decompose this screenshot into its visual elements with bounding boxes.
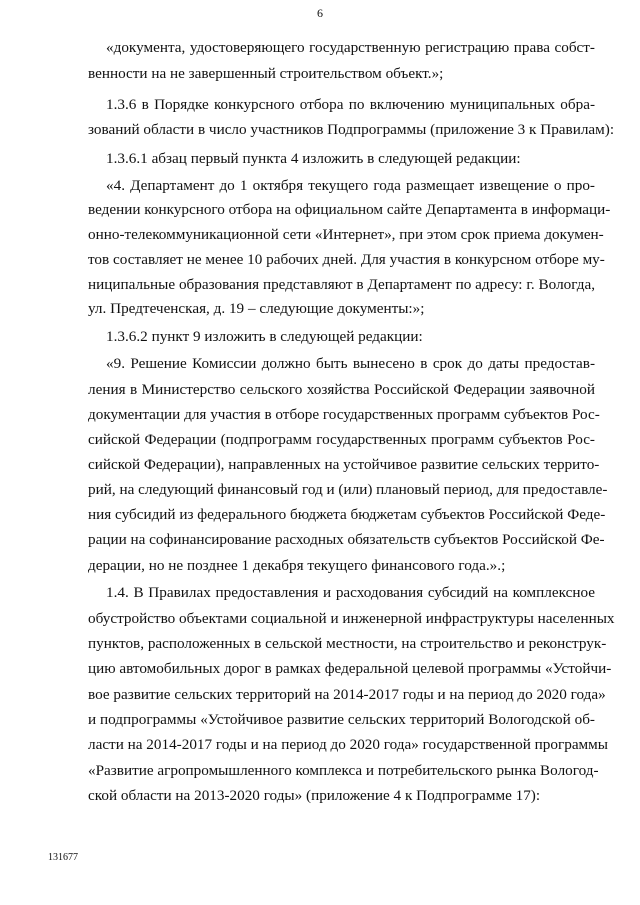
- paragraph-line: 1.4. В Правилах предоставления и расходования субсидий на комплексное: [106, 584, 595, 601]
- paragraph-line: ласти на 2014-2017 годы и на период до 2020 года» государственной программы: [88, 736, 608, 753]
- paragraph-line: цию автомобильных дорог в рамках федеральной целевой программы «Устойчи-: [88, 660, 612, 677]
- paragraph-line: и подпрограммы «Устойчивое развитие сельских территорий Вологодской об-: [88, 711, 595, 728]
- paragraph-line: тов составляет не менее 10 рабочих дней. Для участия в конкурсном отборе му-: [88, 251, 605, 268]
- paragraph-line: зований области в число участников Подпрограммы (приложение 3 к Правилам):: [88, 121, 615, 138]
- paragraph-line: 1.3.6.2 пункт 9 изложить в следующей редакции:: [106, 328, 423, 345]
- paragraph-line: ления в Министерство сельского хозяйства Российской Федерации заявочной: [88, 381, 595, 398]
- paragraph-line: рий, на следующий финансовый год и (или) плановый период, для предоставле-: [88, 481, 608, 498]
- paragraph-line: ниципальные образования представляют в Департамент по адресу: г. Вологда,: [88, 276, 595, 293]
- paragraph-line: вое развитие сельских территорий на 2014-2017 годы и на период до 2020 года»: [88, 686, 606, 703]
- paragraph-line: сийской Федерации (подпрограмм государственных программ субъектов Рос-: [88, 431, 595, 448]
- paragraph-line: документации для участия в отборе государственных программ субъектов Рос-: [88, 406, 600, 423]
- paragraph-line: ния субсидий из федерального бюджета бюджетам субъектов Российской Феде-: [88, 506, 606, 523]
- page-number: 6: [317, 6, 323, 20]
- paragraph-line: 1.3.6 в Порядке конкурсного отбора по включению муниципальных обра-: [106, 96, 595, 113]
- paragraph-line: «документа, удостоверяющего государственную регистрацию права собст-: [106, 39, 595, 56]
- paragraph-line: «4. Департамент до 1 октября текущего года размещает извещение о про-: [106, 177, 595, 194]
- paragraph-line: «Развитие агропромышленного комплекса и потребительского рынка Вологод-: [88, 762, 599, 779]
- paragraph-line: онно-телекоммуникационной сети «Интернет», при этом срок приема докумен-: [88, 226, 604, 243]
- document-code: 131677: [48, 852, 78, 863]
- paragraph-line: ведении конкурсного отбора на официальном сайте Департамента в информаци-: [88, 201, 611, 218]
- paragraph-line: пунктов, расположенных в сельской местности, на строительство и реконструк-: [88, 635, 607, 652]
- paragraph-line: ской области на 2013-2020 годы» (приложение 4 к Подпрограмме 17):: [88, 787, 541, 804]
- paragraph-line: ул. Предтеченская, д. 19 – следующие документы:»;: [88, 300, 425, 317]
- paragraph-line: 1.3.6.1 абзац первый пункта 4 изложить в следующей редакции:: [106, 150, 521, 167]
- paragraph-line: рации на софинансирование расходных обязательств субъектов Российской Фе-: [88, 531, 605, 548]
- paragraph-line: обустройство объектами социальной и инженерной инфраструктуры населенных: [88, 610, 615, 627]
- paragraph-line: дерации, но не позднее 1 декабря текущего финансового года.».;: [88, 557, 506, 574]
- paragraph-line: венности на не завершенный строительством объект.»;: [88, 65, 444, 82]
- paragraph-line: «9. Решение Комиссии должно быть вынесено в срок до даты предостав-: [106, 355, 595, 372]
- paragraph-line: сийской Федерации), направленных на устойчивое развитие сельских террито-: [88, 456, 600, 473]
